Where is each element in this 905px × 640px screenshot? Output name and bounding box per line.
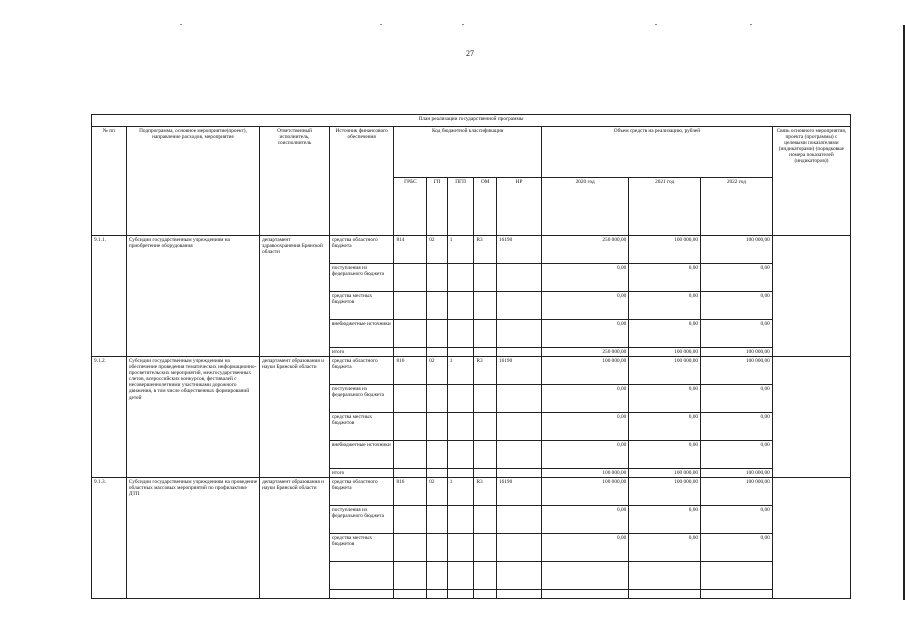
item-number: 9.1.2. (92, 357, 127, 478)
header-num: № пп (92, 127, 127, 236)
indicator-link (772, 478, 850, 599)
amount-2020: 0,00 (542, 534, 629, 562)
header-pgp: ПГП (447, 178, 474, 236)
program-plan-table (91, 114, 851, 599)
source-label: внебюджетные источники (329, 320, 394, 348)
page-number: 27 (466, 49, 474, 58)
page-bottom-mask (0, 600, 905, 640)
item-name: Субсидии государственным учреждениям на обеспечение проведения тематических информационно-просветительских мероприятий, межгосударственных слетов, всероссийских конкурсов, фестивалей с несовершеннолетними участниками дорожного движения, в том числе общественных формирований детей (126, 357, 259, 478)
pgp-code: 1 (447, 357, 474, 385)
source-label: поступления из федерального бюджета (329, 264, 394, 292)
source-label: средства областного бюджета (329, 357, 394, 385)
table-row (92, 478, 851, 506)
amount-2022: 0,00 (701, 506, 773, 534)
gp-code: 02 (427, 357, 448, 385)
scan-speck (462, 24, 464, 25)
nr-code: 16190 (496, 357, 541, 385)
header-om: ОМ (474, 178, 497, 236)
amount-2020: 0,00 (542, 506, 629, 534)
amount-2020: 100 000,00 (542, 357, 629, 385)
header-grbs: ГРБС (394, 178, 427, 236)
indicator-link (772, 236, 850, 357)
total-2022: 100 000,00 (701, 348, 773, 357)
amount-2020: 0,00 (542, 292, 629, 320)
amount-2020: 250 000,00 (542, 236, 629, 264)
total-2021: 100 000,00 (629, 348, 701, 357)
total-2020: 250 000,00 (542, 348, 629, 357)
grbs-code: 816 (394, 478, 427, 506)
header-budget-code: Код бюджетной классификации (394, 127, 542, 178)
source-label: средства местных бюджетов (329, 534, 394, 562)
nr-code: 16190 (496, 236, 541, 264)
amount-2021: 0,00 (629, 506, 701, 534)
amount-2021: 0,00 (629, 534, 701, 562)
amount-2021: 0,00 (629, 264, 701, 292)
scan-speck (655, 24, 657, 25)
amount-2020: 0,00 (542, 441, 629, 469)
om-code: R3 (474, 478, 497, 506)
amount-2021: 0,00 (629, 385, 701, 413)
amount-2020: 100 000,00 (542, 478, 629, 506)
amount-2022: 0,00 (701, 441, 773, 469)
total-2020: 100 000,00 (542, 469, 629, 478)
amount-2021: 0,00 (629, 441, 701, 469)
amount-2020: 0,00 (542, 320, 629, 348)
amount-2022: 0,00 (701, 534, 773, 562)
header-gp: ГП (427, 178, 448, 236)
item-name: Субсидии государственным учреждениям на проведение областных массовых мероприятий по профилактике ДТП (126, 478, 259, 599)
item-executor: департамент образования и науки Брянской области (260, 478, 330, 599)
amount-2020: 0,00 (542, 385, 629, 413)
total-2021: 100 000,00 (629, 469, 701, 478)
gp-code: 02 (427, 478, 448, 506)
total-2022: 100 000,00 (701, 469, 773, 478)
header-2021: 2021 год (629, 178, 701, 236)
gp-code: 02 (427, 236, 448, 264)
header-link: Связь основного мероприятия, проекта (программы) с целевыми показателями (индикаторами) (порядковые номера показателей (индикаторов)) (772, 127, 850, 236)
amount-2020: 0,00 (542, 264, 629, 292)
table-title: План реализации государственной программы (92, 115, 851, 127)
header-source: Источник финансового обеспечения (329, 127, 394, 236)
source-label: итого (329, 469, 394, 478)
header-executor: Ответственный исполнитель, соисполнитель (260, 127, 330, 236)
amount-2021: 100 000,00 (629, 357, 701, 385)
item-number: 9.1.3. (92, 478, 127, 599)
source-label: средства областного бюджета (329, 478, 394, 506)
amount-2022: 100 000,00 (701, 357, 773, 385)
item-number: 9.1.1. (92, 236, 127, 357)
amount-2022: 100 000,00 (701, 478, 773, 506)
source-label: поступления из федерального бюджета (329, 506, 394, 534)
grbs-code: 814 (394, 236, 427, 264)
grbs-code: 816 (394, 357, 427, 385)
table-row (92, 236, 851, 264)
table-row (92, 357, 851, 385)
pgp-code: 1 (447, 478, 474, 506)
amount-2021: 0,00 (629, 320, 701, 348)
amount-2021: 0,00 (629, 413, 701, 441)
source-label: поступления из федерального бюджета (329, 385, 394, 413)
source-label: средства местных бюджетов (329, 413, 394, 441)
item-name: Субсидии государственным учреждениям на приобретение оборудования (126, 236, 259, 357)
item-executor: департамент образования и науки Брянской области (260, 357, 330, 478)
source-label: средства местных бюджетов (329, 292, 394, 320)
header-name: Подпрограмма, основное мероприятие(проект), направление расходов, мероприятие (126, 127, 259, 236)
amount-2022: 100 000,00 (701, 236, 773, 264)
scan-speck (380, 24, 382, 25)
source-label: средства областного бюджета (329, 236, 394, 264)
header-nr: НР (496, 178, 541, 236)
om-code: R3 (474, 357, 497, 385)
item-executor: департамент здравоохранения Брянской области (260, 236, 330, 357)
amount-2020: 0,00 (542, 413, 629, 441)
header-2022: 2022 год (701, 178, 773, 236)
scan-speck (180, 24, 182, 25)
amount-2022: 0,00 (701, 413, 773, 441)
nr-code: 16190 (496, 478, 541, 506)
scan-speck (750, 24, 752, 25)
amount-2022: 0,00 (701, 264, 773, 292)
amount-2021: 0,00 (629, 292, 701, 320)
amount-2022: 0,00 (701, 292, 773, 320)
indicator-link (772, 357, 850, 478)
header-2020: 2020 год (542, 178, 629, 236)
source-label: итого (329, 348, 394, 357)
amount-2022: 0,00 (701, 385, 773, 413)
om-code: R3 (474, 236, 497, 264)
pgp-code: 1 (447, 236, 474, 264)
amount-2021: 100 000,00 (629, 478, 701, 506)
source-label: внебюджетные источники (329, 441, 394, 469)
header-volume: Объем средств на реализацию, рублей (542, 127, 773, 178)
amount-2022: 0,00 (701, 320, 773, 348)
amount-2021: 100 000,00 (629, 236, 701, 264)
